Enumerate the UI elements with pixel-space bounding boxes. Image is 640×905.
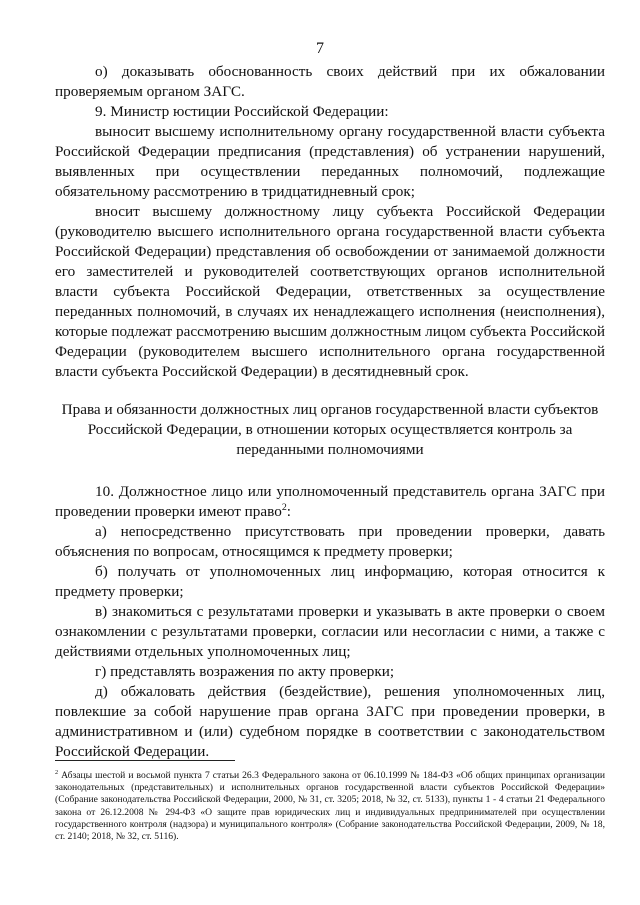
footnote-text: Абзацы шестой и восьмой пункта 7 статьи 26.3 Федерального закона от 06.10.1999 № 184-ФЗ «Об общих принципах организации законодательных (представительных) и исполнительных органов государственной власти субъектов Российской Федерации» (Собрание законодательства Российской Федерации, 2000, № 31, ст. 3205; 2018, № 32, ст. 5133), пункты 1 - 4 статьи 21 Федерального закона от 26.12.2008 № 294-ФЗ «О защите прав юридических лиц и индивидуальных предпринимателей при осуществлении государственного контроля (надзора) и муниципального контроля» (Собрание законодательства Российской Федерации, 2009, № 18, ст. 2140; 2018, № 32, ст. 5116). <box>55 770 605 843</box>
paragraph-9-prescription: выносит высшему исполнительному органу государственной власти субъекта Российской Федерации предписания (представления) об устранении нарушений, выявленных при осуществлении переданных полномочий, подлежащие обязательному рассмотрению в тридцатидневный срок; <box>55 123 605 200</box>
paragraph-10-a: а) непосредственно присутствовать при проведении проверки, давать объяснения по вопросам, относящимся к предмету проверки; <box>55 523 605 560</box>
paragraph-10-g: г) представлять возражения по акту проверки; <box>95 663 395 680</box>
document-body <box>55 62 605 762</box>
paragraph-10-d: д) обжаловать действия (бездействие), решения уполномоченных лиц, повлекшие за собой нарушение прав органа ЗАГС при проведении проверки, в административном и (или) судебном порядке в соответствии с законодательством Российской Федерации. <box>55 683 605 760</box>
paragraph-10 <box>55 482 605 522</box>
footnote-ref: 2 <box>281 501 287 513</box>
paragraph-10-colon: : <box>286 503 291 520</box>
footnote <box>55 770 605 843</box>
paragraph-10-b: б) получать от уполномоченных лиц информацию, которая относится к предмету проверки; <box>55 563 605 600</box>
section-title: Права и обязанности должностных лиц органов государственной власти субъектов Российской Федерации, в отношении которых осуществляется контроль за переданными полномочиями <box>61 401 599 458</box>
paragraph-o: о) доказывать обоснованность своих действий при их обжаловании проверяемым органом ЗАГС. <box>55 63 605 100</box>
paragraph-9-dismissal: вносит высшему должностному лицу субъекта Российской Федерации (руководителю высшего исполнительного органа государственной власти субъекта Российской Федерации) представления об освобождении от занимаемой должности его заместителей и руководителей соответствующих органов исполнительной власти субъекта Российской Федерации, ответственных за осуществление переданных полномочий, в случаях их ненадлежащего исполнения (неисполнения), которые подлежат рассмотрению высшим должностным лицом субъекта Российской Федерации (руководителем высшего исполнительного органа государственной власти субъекта Российской Федерации) в десятидневный срок. <box>55 203 605 380</box>
footnote-divider <box>55 760 235 761</box>
paragraph-10-v: в) знакомиться с результатами проверки и указывать в акте проверки о своем ознакомлении с результатами проверки, согласии или несогласии с ними, а также с действиями отдельных уполномоченных лиц; <box>55 603 605 660</box>
paragraph-10-text: 10. Должностное лицо или уполномоченный представитель органа ЗАГС при проведении проверки имеют право <box>55 483 605 520</box>
footnote-mark: 2 <box>55 768 59 776</box>
page-number: 7 <box>316 40 324 57</box>
paragraph-9: 9. Министр юстиции Российской Федерации: <box>95 103 389 120</box>
